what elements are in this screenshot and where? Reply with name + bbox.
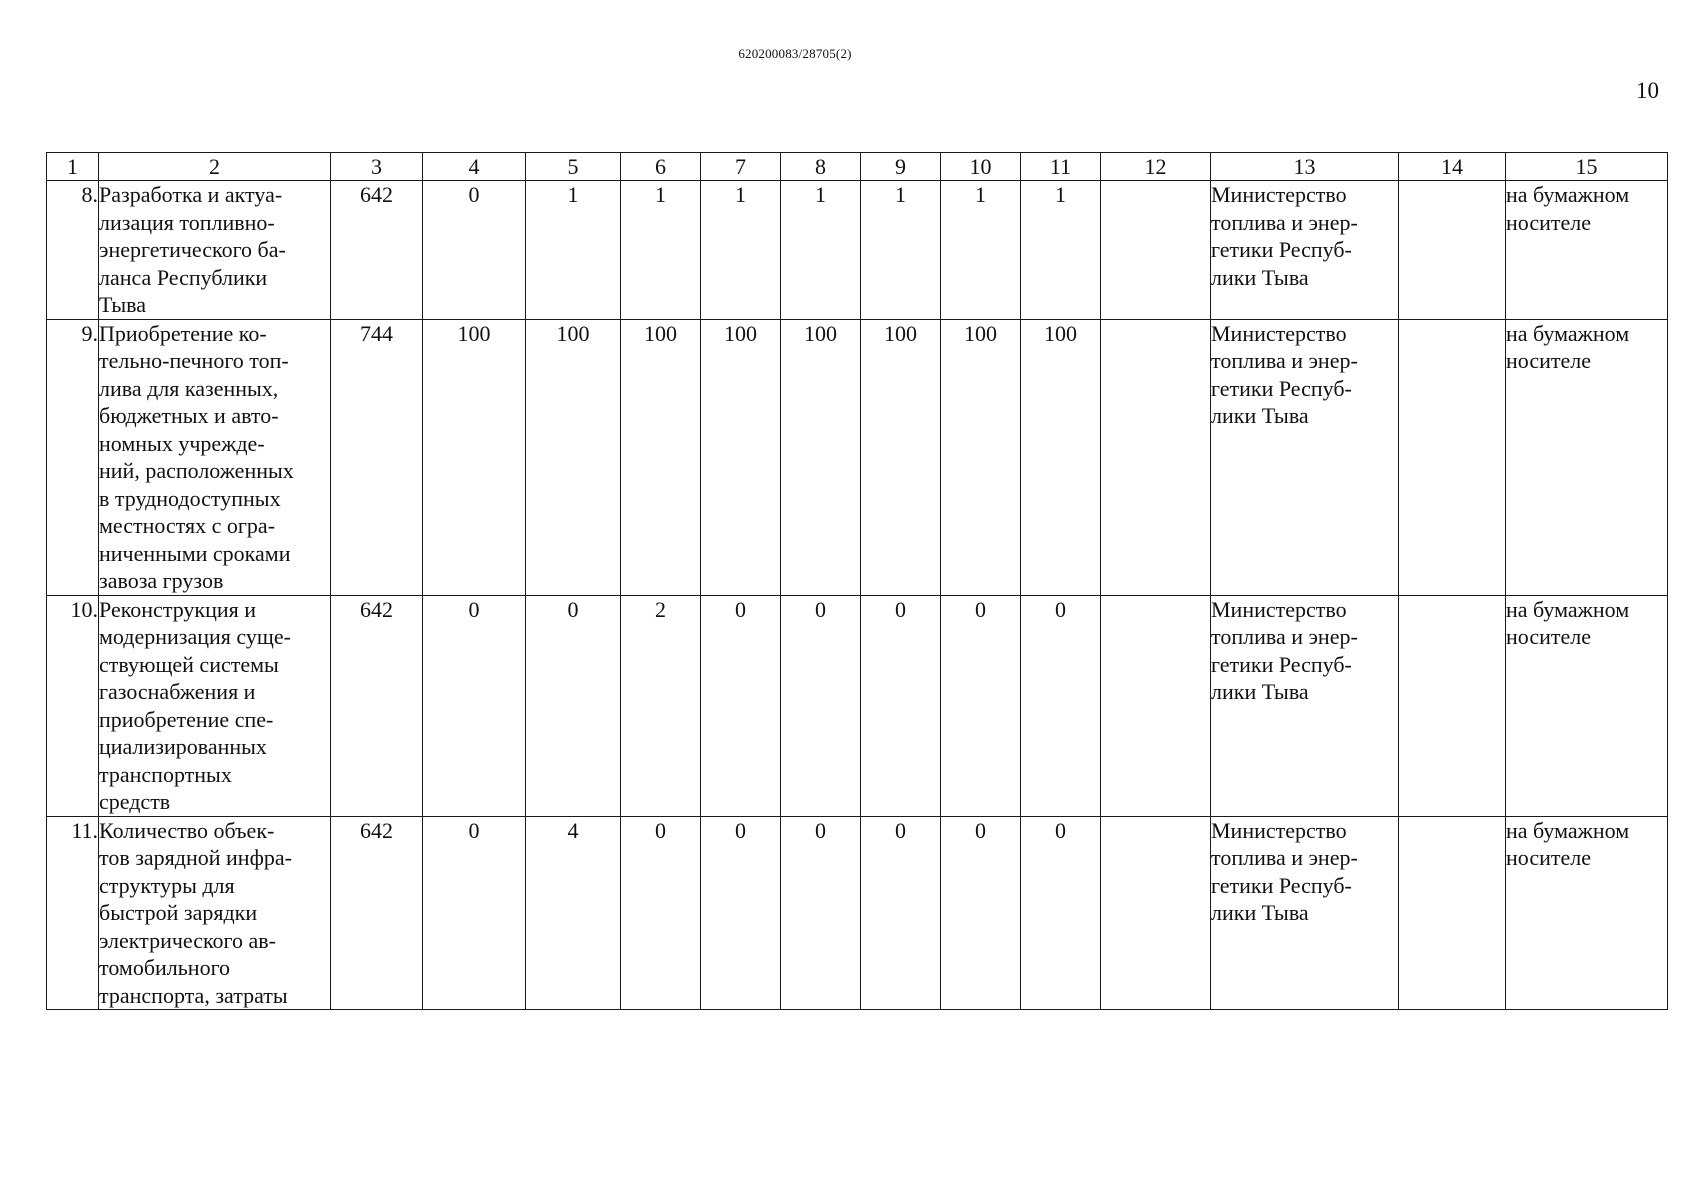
cell-line: энергетического ба- — [99, 237, 286, 262]
year-value: 0 — [423, 816, 526, 1010]
year-value: 100 — [781, 319, 861, 595]
cell-line: ствующей системы — [99, 651, 279, 677]
indicator-name — [99, 181, 331, 320]
cell-line: ланса Республики — [99, 264, 268, 290]
document-code: 620200083/28705(2) — [738, 46, 852, 61]
year-value: 0 — [941, 595, 1021, 816]
cell-line: топлива и энер- — [1211, 348, 1358, 373]
cell-line: топлива и энер- — [1211, 209, 1358, 235]
cell-line: Министерство — [1211, 596, 1347, 622]
year-value: 100 — [1021, 319, 1101, 595]
cell-line: электрического ав- — [99, 927, 277, 953]
column-header: 2 — [99, 153, 331, 181]
year-value: 0 — [526, 595, 621, 816]
year-value: 0 — [423, 181, 526, 320]
cell-line: тов зарядной инфра- — [99, 845, 292, 870]
column-header: 14 — [1399, 153, 1506, 181]
year-value: 2 — [621, 595, 701, 816]
column-12-cell — [1101, 181, 1211, 320]
cell-line: завоза грузов — [99, 568, 224, 593]
table-body — [47, 181, 1668, 1010]
column-14-cell — [1399, 595, 1506, 816]
column-12-cell — [1101, 319, 1211, 595]
cell-line: Тыва — [99, 292, 146, 317]
cell-line: гетики Респуб- — [1211, 651, 1352, 677]
cell-line: Количество объек- — [99, 817, 275, 843]
year-value: 0 — [941, 816, 1021, 1010]
responsible-ministry — [1211, 595, 1399, 816]
data-medium — [1506, 319, 1668, 595]
year-value: 1 — [1021, 181, 1101, 320]
cell-line: носителе — [1506, 209, 1591, 235]
year-value: 0 — [861, 595, 941, 816]
year-value: 0 — [701, 595, 781, 816]
cell-line: гетики Респуб- — [1211, 872, 1352, 898]
cell-line: ниченными сроками — [99, 540, 291, 566]
table-row — [47, 816, 1668, 1010]
column-header: 7 — [701, 153, 781, 181]
cell-line: лики Тыва — [1211, 403, 1309, 428]
year-value: 0 — [781, 816, 861, 1010]
year-value: 0 — [781, 595, 861, 816]
header-row — [47, 153, 1668, 181]
year-value: 1 — [701, 181, 781, 320]
cell-line: лики Тыва — [1211, 679, 1309, 704]
cell-line: циализированных — [99, 734, 267, 759]
cell-line: Министерство — [1211, 320, 1347, 346]
column-header: 3 — [331, 153, 423, 181]
cell-line: структуры для — [99, 872, 235, 898]
year-value: 0 — [861, 816, 941, 1010]
cell-line: номных учрежде- — [99, 430, 265, 456]
indicator-name — [99, 595, 331, 816]
cell-line: носителе — [1506, 845, 1591, 870]
table-row — [47, 181, 1668, 320]
cell-line: на бумажном — [1506, 596, 1630, 622]
indicator-name — [99, 319, 331, 595]
cell-line: носителе — [1506, 624, 1591, 649]
column-header: 5 — [526, 153, 621, 181]
year-value: 1 — [861, 181, 941, 320]
row-number: 10. — [47, 595, 99, 816]
year-value: 1 — [526, 181, 621, 320]
cell-line: приобретение спе- — [99, 706, 274, 732]
data-medium — [1506, 595, 1668, 816]
cell-line: тельно-печного топ- — [99, 348, 289, 373]
unit-code: 642 — [331, 595, 423, 816]
column-12-cell — [1101, 816, 1211, 1010]
cell-line: гетики Респуб- — [1211, 375, 1352, 401]
column-header: 1 — [47, 153, 99, 181]
row-number: 11. — [47, 816, 99, 1010]
cell-line: бюджетных и авто- — [99, 403, 279, 428]
year-value: 100 — [621, 319, 701, 595]
cell-line: быстрой зарядки — [99, 900, 258, 925]
unit-code: 642 — [331, 816, 423, 1010]
cell-line: томобильного — [99, 955, 231, 980]
column-header: 15 — [1506, 153, 1668, 181]
cell-line: средств — [99, 789, 171, 814]
cell-line: Приобретение ко- — [99, 320, 267, 346]
cell-line: Министерство — [1211, 182, 1347, 207]
column-header: 8 — [781, 153, 861, 181]
year-value: 1 — [941, 181, 1021, 320]
cell-line: лива для казенных, — [99, 375, 279, 401]
responsible-ministry — [1211, 319, 1399, 595]
indicator-name — [99, 816, 331, 1010]
cell-line: на бумажном — [1506, 817, 1630, 843]
column-12-cell — [1101, 595, 1211, 816]
column-header: 10 — [941, 153, 1021, 181]
cell-line: лизация топливно- — [99, 209, 275, 235]
column-14-cell — [1399, 816, 1506, 1010]
year-value: 100 — [701, 319, 781, 595]
cell-line: гетики Респуб- — [1211, 237, 1352, 262]
column-header: 12 — [1101, 153, 1211, 181]
column-14-cell — [1399, 319, 1506, 595]
year-value: 100 — [861, 319, 941, 595]
cell-line: на бумажном — [1506, 320, 1630, 346]
column-header: 9 — [861, 153, 941, 181]
table-row — [47, 319, 1668, 595]
cell-line: модернизация суще- — [99, 624, 291, 649]
year-value: 100 — [941, 319, 1021, 595]
data-medium — [1506, 181, 1668, 320]
cell-line: топлива и энер- — [1211, 845, 1358, 870]
cell-line: лики Тыва — [1211, 900, 1309, 925]
responsible-ministry — [1211, 181, 1399, 320]
cell-line: транспорта, затраты — [99, 982, 288, 1008]
year-value: 4 — [526, 816, 621, 1010]
column-14-cell — [1399, 181, 1506, 320]
cell-line: на бумажном — [1506, 182, 1630, 207]
year-value: 100 — [423, 319, 526, 595]
year-value: 1 — [621, 181, 701, 320]
cell-line: носителе — [1506, 348, 1591, 373]
year-value: 100 — [526, 319, 621, 595]
cell-line: местностях с огра- — [99, 513, 276, 538]
year-value: 0 — [1021, 816, 1101, 1010]
cell-line: Реконструкция и — [99, 596, 257, 622]
year-value: 1 — [781, 181, 861, 320]
row-number: 9. — [47, 319, 99, 595]
cell-line: топлива и энер- — [1211, 624, 1358, 649]
year-value: 0 — [1021, 595, 1101, 816]
table-row — [47, 595, 1668, 816]
cell-line: Министерство — [1211, 817, 1347, 843]
indicators-table — [46, 152, 1668, 1010]
year-value: 0 — [701, 816, 781, 1010]
cell-line: ний, расположенных — [99, 458, 294, 483]
cell-line: лики Тыва — [1211, 264, 1309, 290]
column-header: 11 — [1021, 153, 1101, 181]
column-header: 13 — [1211, 153, 1399, 181]
year-value: 0 — [621, 816, 701, 1010]
unit-code: 744 — [331, 319, 423, 595]
column-header: 4 — [423, 153, 526, 181]
cell-line: Разработка и актуа- — [99, 182, 283, 207]
unit-code: 642 — [331, 181, 423, 320]
year-value: 0 — [423, 595, 526, 816]
column-header: 6 — [621, 153, 701, 181]
data-medium — [1506, 816, 1668, 1010]
row-number: 8. — [47, 181, 99, 320]
cell-line: газоснабжения и — [99, 679, 256, 704]
cell-line: транспортных — [99, 761, 232, 787]
cell-line: в труднодоступных — [99, 485, 281, 511]
responsible-ministry — [1211, 816, 1399, 1010]
page-number: 10 — [1636, 78, 1659, 103]
